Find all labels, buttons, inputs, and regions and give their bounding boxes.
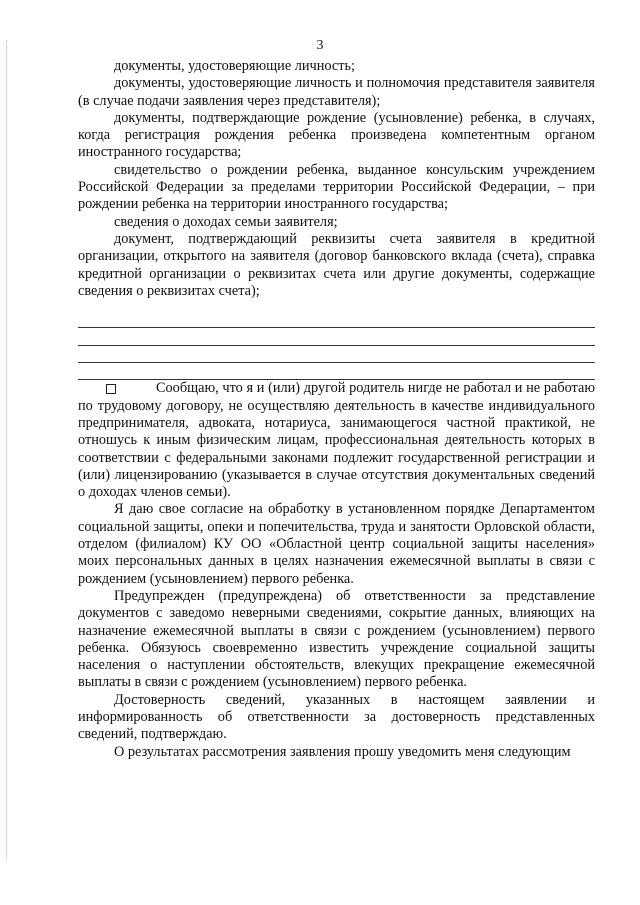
no-employment-text: Сообщаю, что я и (или) другой родитель нигде не работал и не работаю по трудовому договору, не осуществляю деятельность в качестве индивидуального предпринимателя, адвоката, нотариуса, занимающегося частной практикой, не отношусь к иным физическим лицам, профессиональная деятельность которых в соответствии с федеральными законами подлежит государственной регистрации и (или) лицензированию (указывается в случае отсутствия документальных сведений о доходах членов семьи). <box>78 380 595 501</box>
fill-line[interactable] <box>78 346 595 363</box>
document-body <box>78 58 595 761</box>
scan-edge-marks <box>6 40 10 860</box>
list-item-identity: документы, удостоверяющие личность; <box>114 58 355 74</box>
list-item-consular-certificate: свидетельство о рождении ребенка, выданное консульским учреждением Российской Федерации за пределами территории Российской Федерации, – при рождении ребенка на территории иностранного государства; <box>78 161 595 213</box>
list-item-birth-foreign: документы, подтверждающие рождение (усыновление) ребенка, в случаях, когда регистрация рождения ребенка произведена компетентным органом иностранного государства; <box>78 109 595 161</box>
list-item-bank-details: документ, подтверждающий реквизиты счета заявителя в кредитной организации, открытого на заявителя (договор банковского вклада (счета), справка кредитной организации о реквизитах счета или другие документы, содержащие сведения о реквизитах счета); <box>78 230 595 299</box>
notification-line: О результатах рассмотрения заявления прошу уведомить меня следующим <box>114 743 571 760</box>
no-employment-checkbox[interactable] <box>106 384 116 394</box>
fill-line[interactable] <box>78 328 595 345</box>
consent-paragraph: Я даю свое согласие на обработку в установленном порядке Департаментом социальной защиты, опеки и попечительства, труда и занятости Орловской области, отделом (филиалом) КУ ОО «Областной центр социальной защиты населения» моих персональных данных в целях назначения ежемесячной выплаты в связи с рождением (усыновлением) первого ребенка. <box>78 501 595 587</box>
list-item-representative: документы, удостоверяющие личность и полномочия представителя заявителя (в случае подачи заявления через представителя); <box>78 75 595 109</box>
blank-fill-lines <box>78 311 595 380</box>
no-employment-statement <box>78 380 595 501</box>
page-number: 3 <box>316 38 324 53</box>
list-item-income: сведения о доходах семьи заявителя; <box>114 213 338 230</box>
confirmation-paragraph: Достоверность сведений, указанных в настоящем заявлении и информированность об ответственности за достоверность представленных сведений, подтверждаю. <box>78 691 595 743</box>
fill-line[interactable] <box>78 363 595 380</box>
warning-paragraph: Предупрежден (предупреждена) об ответственности за представление документов с заведомо неверными сведениями, сокрытие данных, влияющих на назначение ежемесячной выплаты в связи с рождением (усыновлением) первого ребенка. Обязуюсь своевременно известить учреждение социальной защиты населения о наступлении обстоятельств, влекущих прекращение ежемесячной выплаты в связи с рождением (усыновлением) первого ребенка. <box>78 587 595 691</box>
fill-line[interactable] <box>78 311 595 328</box>
